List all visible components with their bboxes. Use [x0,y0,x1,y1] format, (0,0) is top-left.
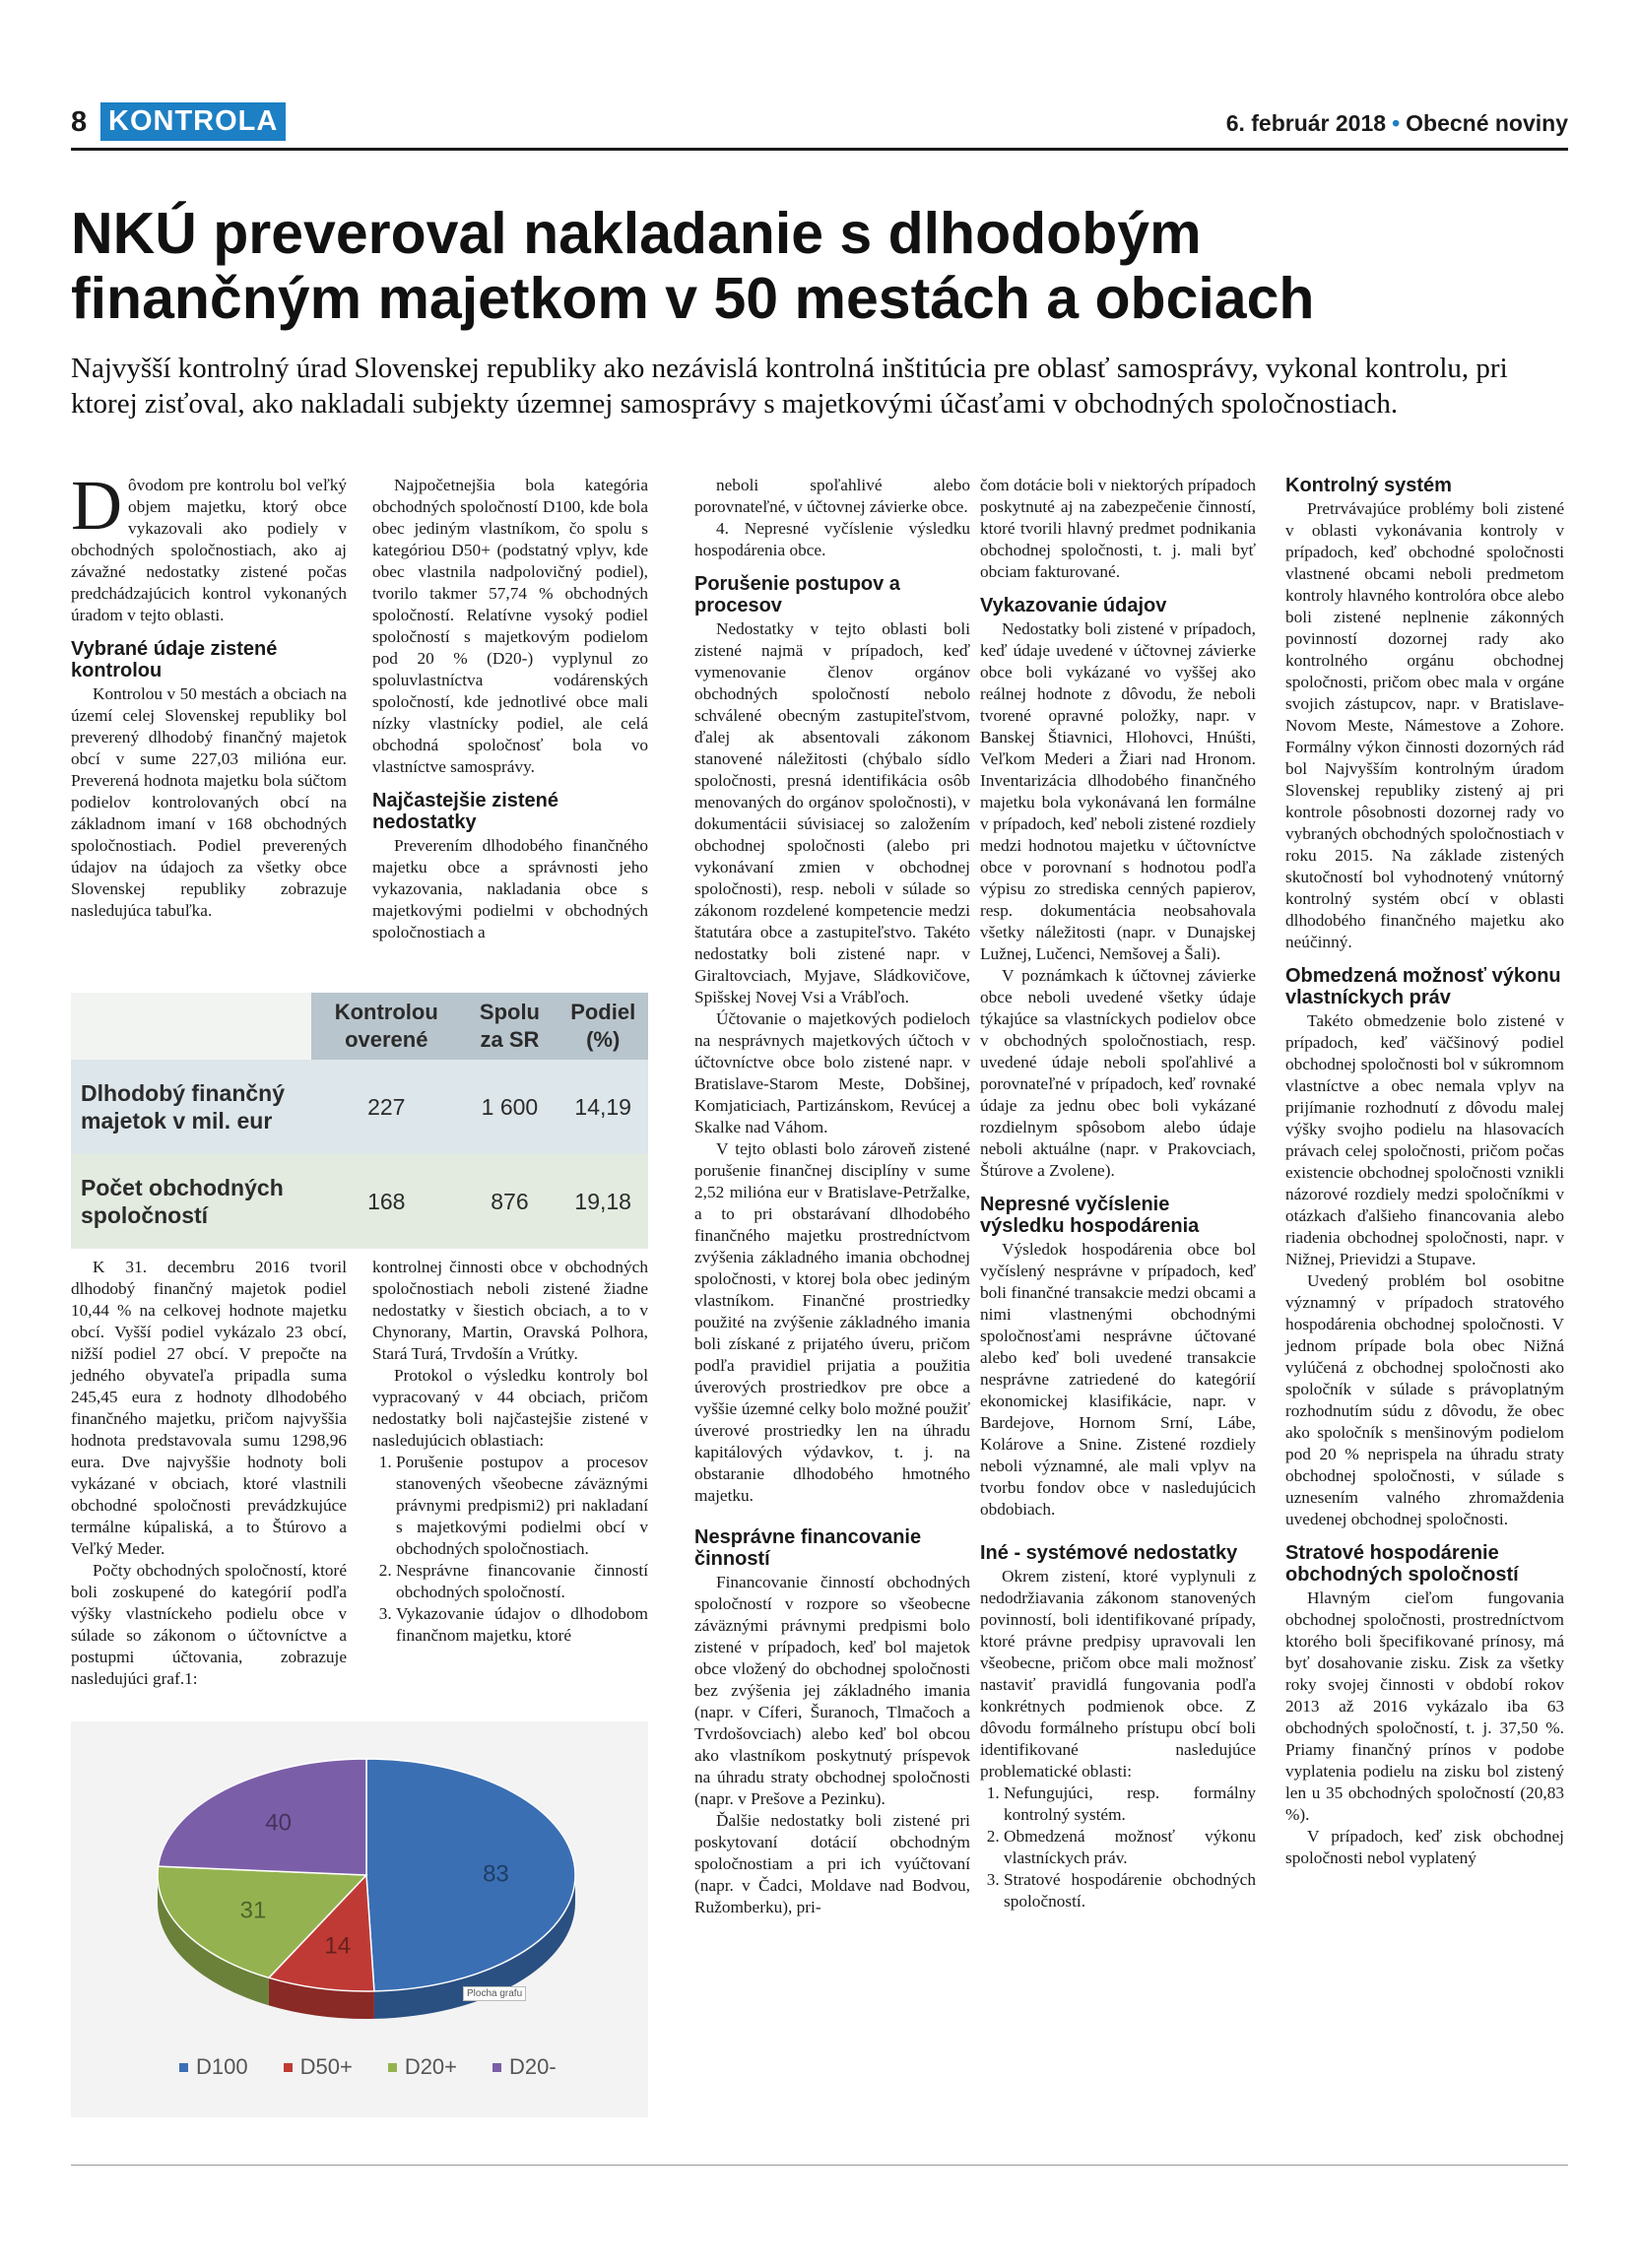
paragraph: V poznámkach k účtovnej závierke obce neboli uvedené všetky údaje týkajúce sa vlastníckych podielov obce v obchodných spoločnostiach, resp. uvedené údaje neboli spoľahlivé a porovnateľné v prípadoch, keď rovnaké údaje za jednu obec boli vykázané rozdielnym spôsobom alebo údaje neboli aktuálne (napr. v Prakovciach, Štúrove a Zvolene). [980,966,1256,1180]
paragraph: V tejto oblasti bolo zároveň zistené porušenie finančnej disciplíny v sume 2,52 milióna eur v Bratislave-Petržalke, a to pri obstarávaní dlhodobého finančného majetku prostredníctvom zvýšenia základného imania obchodnej spoločnosti, v ktorej bola obec jediným vlastníkom. Finančné prostriedky použité na zvýšenie základného imania boli získané z prijatého úveru, pričom podľa pravidiel prijatia a použitia úverových prostriedkov pre obce a vyššie územné celky bolo možné použiť úverové prostriedky len na úhradu kapitálových výdavkov, t. j. na obstaranie dlhodobého hmotného majetku. [694,1139,970,1505]
column-1-top [71,466,347,922]
legend-item-D20+ [388,2054,457,2080]
table-cell: 168 [311,1154,462,1249]
paragraph: Okrem zistení, ktoré vyplynuli z nedodržiavania zákonom stanovených povinností, boli identifikované prípady, ktoré právne predpisy upravovali len všeobecne, pričom obce mali možnosť nastaviť pravidlá fungovania podľa konkrétnych podmienok obce. Z dôvodu formálneho prístupu obcí boli identifikované nasledujúce problematické oblasti: [980,1567,1256,1781]
legend-swatch [492,2063,501,2072]
paragraph: Preverením dlhodobého finančného majetku obce a správnosti jeho vykazovania, nakladania obce s majetkovými podielmi v obchodných spoločnostiach a [372,836,648,941]
column-3 [694,475,970,1918]
paragraph: 4. Nepresné vyčíslenie výsledku hospodárenia obce. [694,519,970,559]
row-label: Dlhodobý finančný majetok v mil. eur [71,1060,311,1154]
data-table-panel [71,993,648,1228]
paragraph: Hlavným cieľom fungovania obchodnej spoločnosti, prostredníctvom ktorého boli špecifikované prínosy, má byť dosahovanie zisku. Zisk za všetky roky svojej činnosti v období rokov 2013 až 2016 vykázalo iba 63 obchodných spoločností, t. j. 37,50 %. Priamy finančný prínos v podobe vyplatenia podielu na zisku bol zistený len u 35 obchodných spoločností (20,83 %). [1285,1588,1564,1824]
legend-swatch [284,2063,293,2072]
data-table [71,993,648,1249]
pie-value-label: 40 [265,1809,292,1837]
table-cell: 876 [462,1154,558,1249]
pie-slice-D20- [159,1759,366,1875]
paragraph: Počty obchodných spoločností, ktoré boli zoskupené do kategórií podľa výšky vlastníckeho podielu obce v súlade so zákonom o účtovníctve a postupmi účtovania, zobrazuje nasledujúci graf.1: [71,1561,347,1688]
header-rule [71,148,1568,151]
chart-area-note: Plocha grafu [463,1986,526,2001]
publication-name: Obecné noviny [1406,110,1568,136]
subheading: Nesprávne financovanie činností [694,1526,922,1570]
separator-dot: • [1392,110,1401,136]
subheading: Kontrolný systém [1285,475,1452,496]
page-header [71,102,1568,148]
legend-item-D50+ [284,2054,353,2080]
paragraph: Nedostatky v tejto oblasti boli zistené najmä v prípadoch, keď vymenovanie členov orgánov obchodných spoločností nebolo schválené obecným zastupiteľstvom, ďalej ak absentovali zákonom stanovené náležitosti (chýbalo sídlo spoločnosti, presná identifikácia osôb menovaných do orgánov spoločnosti), v dokumentácii súvisiacej so založením obchodnej spoločnosti (alebo pri vykonávaní zmien v obchodnej spoločnosti), resp. neboli v súlade so zákonom rozdelené kompetencie medzi štatutára obce a zastupiteľstvo. Takéto nedostatky boli zistené napr. v Giraltovciach, Myjave, Sládkovičove, Spišskej Novej Vsi a Vrábľoch. [694,619,970,1006]
paragraph: Takéto obmedzenie bolo zistené v prípadoch, keď väčšinový podiel obchodnej spoločnosti bol v súkromnom vlastníctve a obec nemala vplyv na prijímanie rozhodnutí z dôvodu malej výšky svojho podielu na hlasovacích právach celej spoločnosti, pričom počas existencie obchodnej spoločnosti vznikli názorové rozdiely medzi spoločníkmi v otázkach ďalšieho financovania alebo riadenia obchodnej spoločnosti, napr. v Nižnej, Prievidzi a Stupave. [1285,1011,1564,1268]
column-2-bottom [372,1257,648,1647]
list-item: 3. Stratové hospodárenie obchodných spoločností. [1004,1869,1256,1912]
paragraph: kontrolnej činnosti obce v obchodných spoločnostiach neboli zistené žiadne nedostatky v šiestich obciach, a to v Chynorany, Martin, Oravská Polhora, Stará Turá, Trvdošín a Vrútky. [372,1258,648,1363]
headline-line-2: finančným majetkom v 50 mestách a obciach [71,266,1315,331]
problem-areas-list [980,1782,1256,1912]
table-cell: 14,19 [558,1060,648,1154]
intro-paragraph [71,466,347,626]
table-cell: 19,18 [558,1154,648,1249]
column-4 [980,475,1256,1912]
pie-value-label: 14 [324,1932,352,1960]
legend-label: D20+ [404,2054,458,2079]
subheading: Iné - systémové nedostatky [980,1542,1238,1564]
section-label: KONTROLA [100,102,286,141]
paragraph: V prípadoch, keď zisk obchodnej spoločnosti nebol vyplatený [1285,1827,1564,1867]
page-number: 8 [71,106,88,138]
table-cell: 227 [311,1060,462,1154]
column-5 [1285,475,1564,1869]
paragraph: Nedostatky boli zistené v prípadoch, keď údaje uvedené v účtovnej závierke obce boli vykázané vo vyššej ako reálnej hodnote z dôvodu, že neboli tvorené opravné položky, napr. v Banskej Štiavnici, Hlohovci, Hnúšti, Veľkom Mederi a Žiari nad Hronom. Inventarizácia dlhodobého finančného majetku bola vykonávaná len formálne v prípadoch, keď neboli zistené rozdiely medzi hodnotou majetku v účtovníctve obce v porovnaní s hodnotou podľa výpisu zo strediska cenných papierov, resp. dokumentácia neobsahovala všetky náležitosti (napr. v Dunajskej Lužnej, Lučenci, Nemšovej a Šali). [980,619,1256,963]
subheading: Nepresné vyčíslenie výsledku hospodárenia [980,1194,1200,1237]
chart-legend [179,2054,557,2080]
headline-line-1: NKÚ preveroval nakladanie s dlhodobým [71,201,1202,266]
pie-value-label: 31 [239,1897,267,1924]
paragraph: Pretrvávajúce problémy boli zistené v oblasti vykonávania kontroly v prípadoch, keď obchodné spoločnosti vlastnené obcami neboli predmetom kontroly hlavného kontrolóra obce alebo boli zistené neplnenie zákonných povinností dozornej rady ako kontrolného orgánu obchodnej spoločnosti, pričom obec mala v orgáne svojich zástupcov, napr. v Bratislave-Novom Meste, Námestove a Zohore. Formálny výkon činnosti dozorných rád bol Najvyšším kontrolným úradom Slovenskej republiky zistený aj pri kontrole pôsobnosti dozornej rady vo vybraných obchodných spoločnostiach v roku 2015. Na základe zistených skutočností bol vyhodnotený vnútorný kontrolný systém obcí v oblasti dlhodobého finančného majetku ako neúčinný. [1285,499,1564,951]
legend-item-D20- [492,2054,557,2080]
paragraph: Výsledok hospodárenia obce bol vyčíslený nesprávne v prípadoch, keď boli finančné transakcie medzi obcami a nimi vlastnenými obchodnými spoločnosťami nesprávne účtované alebo keď boli uvedené transakcie nesprávne zatriedené do kategórií ekonomickej klasifikácie, napr. v Bardejove, Hornom Srní, Lábe, Kolárove a Snine. Zistené rozdiely neboli významné, ale mali vplyv na tvorbu fondov obce v nasledujúcich obdobiach. [980,1240,1256,1519]
pie-chart-panel [71,1721,648,2117]
legend-label: D20- [509,2054,557,2079]
subheading: Porušenie postupov a procesov [694,573,900,616]
paragraph: Financovanie činností obchodných spoločností v rozpore so všeobecne záväznými právnymi predpismi bolo zistené v prípadoch, keď bol majetok obce vložený do obchodnej spoločnosti bez zvýšenia jej základného imania (napr. v Cíferi, Šuranoch, Tlmačoch a Tvrdošovciach) alebo keď bol obcou ako vlastníkom poskytnutý príspevok na úhradu straty obchodnej spoločnosti (napr. v Prešove a Pezinku). [694,1573,970,1808]
article-lead: Najvyšší kontrolný úrad Slovenskej republiky ako nezávislá kontrolná inštitúcia pre oblasť samosprávy, vykonal kontrolu, pri ktorej zisťoval, ako nakladali subjekty územnej samosprávy s majetkovými účasťami v obchodných spoločnostiach. [71,353,1508,420]
paragraph: Protokol o výsledku kontroly bol vypracovaný v 44 obciach, pričom nedostatky boli najčastejšie zistené v nasledujúcich oblastiach: [372,1366,648,1450]
table-row [71,1060,648,1154]
legend-swatch [388,2063,397,2072]
legend-label: D100 [196,2054,248,2079]
legend-item-D100 [179,2054,248,2080]
paragraph: Kontrolou v 50 mestách a obciach na území celej Slovenskej republiky bol preverený dlhodobý finančný majetok obcí v sume 227,03 milióna eur. Preverená hodnota majetku bola súčtom podielov kontrolovaných obcí na základnom imaní v 168 obchodných spoločnostiach. Podiel preverených údajov na údajoch za všetky obce Slovenskej republiky zobrazuje nasledujúca tabuľka. [71,684,347,920]
paragraph: Ďalšie nedostatky boli zistené pri poskytovaní dotácií obchodným spoločnostiam a pri ich vyúčtovaní (napr. v Čadci, Moldave nad Bodvou, Ružomberku), pri- [694,1811,970,1916]
list-item: 3. Vykazovanie údajov o dlhodobom finančnom majetku, ktoré [396,1603,648,1647]
subheading: Obmedzená možnosť výkonu vlastníckych práv [1285,965,1561,1008]
list-item: 2. Nesprávne financovanie činností obchodných spoločností. [396,1560,648,1603]
paragraph: Účtovanie o majetkových podieloch na nesprávnych majetkových účtoch v účtovníctve obce bolo zistené napr. v Bratislave-Starom Meste, Dobšinej, Komjaticiach, Partizánskom, Revúcej a Skalke nad Váhom. [694,1009,970,1136]
subheading: Stratové hospodárenie obchodných spoločností [1285,1542,1519,1586]
table-corner [71,993,311,1060]
pie-value-label: 83 [483,1860,509,1888]
table-header-row [71,993,648,1060]
legend-swatch [179,2063,188,2072]
table-cell: 1 600 [462,1060,558,1154]
column-1-bottom [71,1257,347,1690]
findings-list [372,1452,648,1647]
table-header: Spolu za SR [462,993,558,1060]
table-header: Podiel (%) [558,993,648,1060]
list-item: 1. Porušenie postupov a procesov stanovených všeobecne záväznými právnymi predpismi2) pri nakladaní s majetkovými podielmi obcí v obchodných spoločnostiach. [396,1452,648,1560]
list-item: 1. Nefungujúci, resp. formálny kontrolný systém. [1004,1782,1256,1826]
legend-label: D50+ [299,2054,353,2079]
intro-text: ôvodom pre kontrolu bol veľký objem majetku, ktorý obce vykazovali ako podiely v obchodných spoločnostiach, ako aj závažné nedostatky zistené počas predchádzajúcich kontrol vykonaných úradom v tejto oblasti. [71,476,347,624]
paragraph: Najpočetnejšia bola kategória obchodných spoločností D100, kde bola obec jediným vlastníkom, čo spolu s kategóriou D50+ (podstatný vplyv, kde obec vlastnila nadpolovičný podiel), tvorilo takmer 57,74 % obchodných spoločností. Relatívne vysoký podiel spoločností s majetkovým podielom pod 20 % (D20-) vyplynul zo spoluvlastníctva vodárenských spoločností, kde jednotlivé obce mali nízky vlastnícky podiel, ale celá obchodná spoločnosť bola vo vlastníctve samosprávy. [372,476,648,776]
column-2-top [372,475,648,943]
paragraph: neboli spoľahlivé alebo porovnateľné, v účtovnej závierke obce. [694,476,970,516]
drop-cap: D [71,466,122,545]
paragraph: Uvedený problém bol osobitne významný v prípadoch stratového hospodárenia obchodnej spoločnosti. V jednom prípade bola obec Nižná vylúčená z obchodnej spoločnosti ako spoločník v súlade s právoplatným rozhodnutím súdu z dôvodu, že obec ako spoločník s menšinovým podielom pod 20 % neprispela na úhradu straty obchodnej spoločnosti, v súlade s uznesením valného zhromaždenia uvedenej obchodnej spoločnosti. [1285,1271,1564,1528]
table-header: Kontrolou overené [311,993,462,1060]
row-label: Počet obchodných spoločností [71,1154,311,1249]
issue-date: 6. február 2018 [1225,110,1387,136]
table-row [71,1154,648,1249]
footer-rule [71,2165,1568,2166]
paragraph: čom dotácie boli v niektorých prípadoch poskytnuté aj na zabezpečenie činností, ktoré tvorili hlavný predmet podnikania obchodnej spoločnosti, t. j. mali byť obciam fakturované. [980,476,1256,581]
article-headline [71,201,1588,331]
subheading: Najčastejšie zistené nedostatky [372,790,558,833]
subheading: Vykazovanie údajov [980,595,1167,616]
issue-info [1226,110,1568,137]
subheading: Vybrané údaje zistené kontrolou [71,638,278,681]
list-item: 2. Obmedzená možnosť výkonu vlastníckych práv. [1004,1826,1256,1869]
paragraph: K 31. decembru 2016 tvoril dlhodobý finančný majetok podiel 10,44 % na celkovej hodnote majetku obcí. Vyšší podiel vykázalo 23 obcí, nižší podiel 27 obcí. V prepočte na jedného obyvateľa pripadla suma 245,45 eura z hodnoty dlhodobého finančného majetku, pričom najvyššia hodnota predstavovala sumu 1298,96 eura. Dve najvyššie hodnoty boli vykázané v obciach, ktoré vlastnili obchodné spoločnosti prevádzkujúce termálne kúpaliská, a to Štúrovo a Veľký Meder. [71,1258,347,1558]
